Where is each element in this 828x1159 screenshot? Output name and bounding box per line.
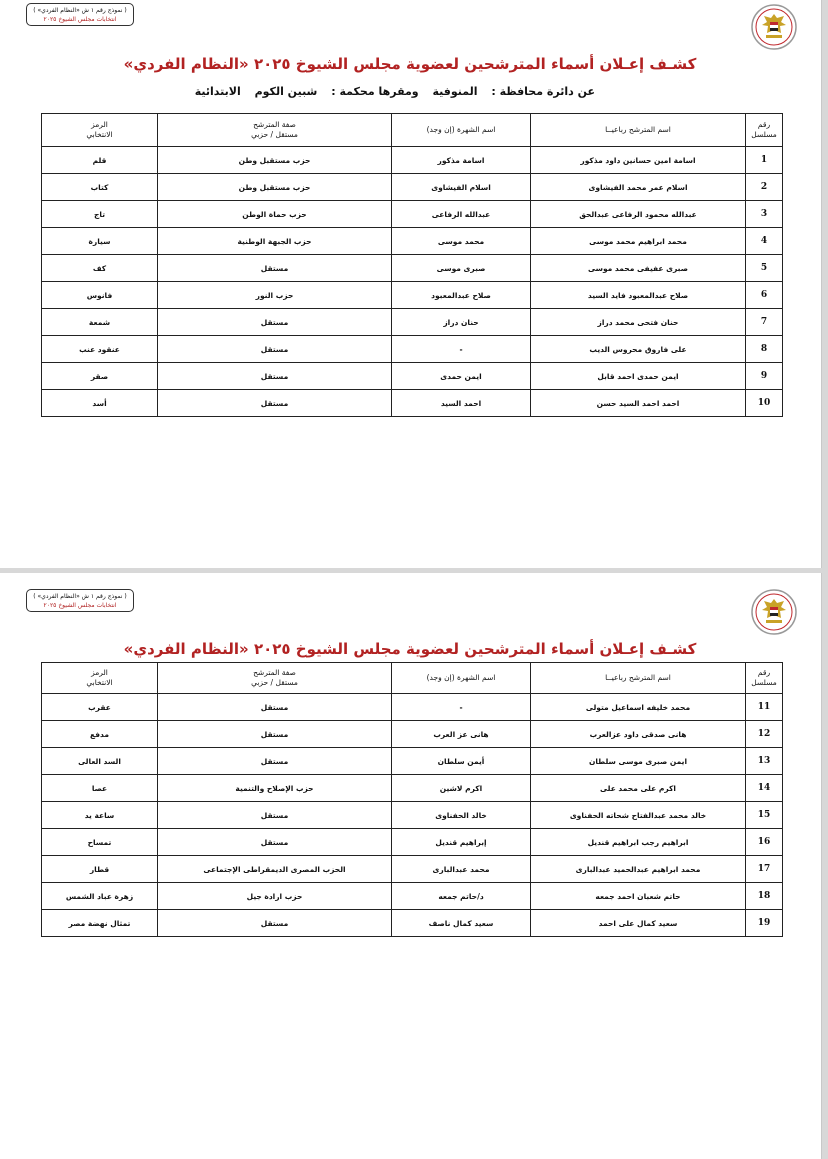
form-number-label: ( نموذج رقم ١ ش «النظام الفردي» ) [33, 593, 127, 600]
candidate-status-cell: حزب حماة الوطن [158, 201, 392, 228]
electoral-symbol-cell: كف [42, 255, 158, 282]
candidate-name-cell: اسامة امين حسانين داود مذكور [531, 147, 746, 174]
candidate-name-cell: صلاح عبدالمعبود فايد السيد [531, 282, 746, 309]
court-type: الابتدائية [194, 85, 241, 98]
electoral-symbol-cell: أسد [42, 390, 158, 417]
candidate-status-cell: مستقل [158, 829, 392, 856]
candidate-status-cell: مستقل [158, 336, 392, 363]
header-name: اسم المترشح رباعيــا [531, 663, 746, 694]
nickname-cell: صبرى موسى [392, 255, 531, 282]
candidate-name-cell: احمد احمد السيد حسن [531, 390, 746, 417]
candidate-status-cell: مستقل [158, 309, 392, 336]
electoral-symbol-cell: عصا [42, 775, 158, 802]
table-row [42, 174, 783, 201]
serial-cell: 16 [746, 829, 783, 856]
candidates-table-2 [41, 662, 783, 937]
candidate-name-cell: ابراهيم رجب ابراهيم قنديل [531, 829, 746, 856]
page-title: كشـف إعـلان أسماء المترشحين لعضوية مجلس الشيوخ ٢٠٢٥ «النظام الفردي» [123, 55, 697, 73]
egypt-eagle-emblem-icon [750, 3, 798, 51]
candidate-name-cell: خالد محمد عبدالفتاح شحاته الحفناوى [531, 802, 746, 829]
table-row [42, 721, 783, 748]
candidate-name-cell: عبدالله محمود الرفاعى عبدالحق [531, 201, 746, 228]
table-row [42, 201, 783, 228]
electoral-symbol-cell: السد العالى [42, 748, 158, 775]
candidate-name-cell: اكرم على محمد على [531, 775, 746, 802]
header-serial: رقم مسلسل [746, 114, 783, 147]
table-row [42, 255, 783, 282]
court-value: شبين الكوم [254, 85, 318, 98]
district-label: عن دائرة محافظة : [491, 85, 595, 98]
nickname-cell: - [392, 694, 531, 721]
serial-cell: 17 [746, 856, 783, 883]
header-serial: رقم مسلسل [746, 663, 783, 694]
serial-cell: 13 [746, 748, 783, 775]
candidate-status-cell: مستقل [158, 363, 392, 390]
serial-cell: 11 [746, 694, 783, 721]
table-row [42, 147, 783, 174]
form-number-box [26, 589, 134, 612]
candidate-name-cell: سعيد كمال على احمد [531, 910, 746, 937]
candidate-status-cell: حزب ارادة جيل [158, 883, 392, 910]
candidate-status-cell: مستقل [158, 390, 392, 417]
table-row [42, 748, 783, 775]
serial-cell: 15 [746, 802, 783, 829]
nickname-cell: أيمن سلطان [392, 748, 531, 775]
table-row [42, 309, 783, 336]
serial-cell: 4 [746, 228, 783, 255]
table-row [42, 910, 783, 937]
election-label: انتخابات مجلس الشيوخ ٢٠٢٥ [43, 602, 117, 609]
table-row [42, 282, 783, 309]
nickname-cell: اكرم لاشين [392, 775, 531, 802]
form-number-box [26, 3, 134, 26]
nickname-cell: سعيد كمال ناصف [392, 910, 531, 937]
serial-cell: 7 [746, 309, 783, 336]
court-label: ومقرها محكمة : [331, 85, 419, 98]
table-row [42, 829, 783, 856]
table-header-row [42, 663, 783, 694]
table-row [42, 390, 783, 417]
candidate-name-cell: حاتم شعبان احمد جمعه [531, 883, 746, 910]
header-name: اسم المترشح رباعيــا [531, 114, 746, 147]
nickname-cell: صلاح عبدالمعبود [392, 282, 531, 309]
candidate-name-cell: حنان فتحى محمد دراز [531, 309, 746, 336]
electoral-symbol-cell: قلم [42, 147, 158, 174]
nickname-cell: - [392, 336, 531, 363]
table-row [42, 694, 783, 721]
candidate-status-cell: الحزب المصرى الديمقراطى الإجتماعى [158, 856, 392, 883]
nickname-cell: حنان دراز [392, 309, 531, 336]
nickname-cell: ايمن حمدى [392, 363, 531, 390]
candidate-status-cell: حزب النور [158, 282, 392, 309]
header-symbol: الرمز الانتخابي [42, 114, 158, 147]
electoral-symbol-cell: تمساح [42, 829, 158, 856]
nickname-cell: د/حاتم جمعه [392, 883, 531, 910]
table-row [42, 856, 783, 883]
nickname-cell: اسلام الفيشاوى [392, 174, 531, 201]
serial-cell: 10 [746, 390, 783, 417]
table-body-2 [42, 694, 783, 937]
serial-cell: 12 [746, 721, 783, 748]
nickname-cell: عبدالله الرفاعى [392, 201, 531, 228]
election-label: انتخابات مجلس الشيوخ ٢٠٢٥ [43, 16, 117, 23]
table-row [42, 883, 783, 910]
candidate-status-cell: مستقل [158, 802, 392, 829]
table-row [42, 775, 783, 802]
serial-cell: 5 [746, 255, 783, 282]
candidate-status-cell: حزب مستقبل وطن [158, 147, 392, 174]
electoral-symbol-cell: صقر [42, 363, 158, 390]
electoral-symbol-cell: فانوس [42, 282, 158, 309]
serial-cell: 1 [746, 147, 783, 174]
document-page-2 [0, 573, 822, 1159]
candidate-name-cell: على فاروق محروس الديب [531, 336, 746, 363]
candidate-status-cell: مستقل [158, 910, 392, 937]
electoral-symbol-cell: سيارة [42, 228, 158, 255]
page-title: كشـف إعـلان أسماء المترشحين لعضوية مجلس الشيوخ ٢٠٢٥ «النظام الفردي» [123, 640, 697, 658]
table-row [42, 802, 783, 829]
serial-cell: 9 [746, 363, 783, 390]
nickname-cell: محمد عبدالبارى [392, 856, 531, 883]
nickname-cell: خالد الحفناوى [392, 802, 531, 829]
electoral-symbol-cell: كتاب [42, 174, 158, 201]
serial-cell: 8 [746, 336, 783, 363]
serial-cell: 18 [746, 883, 783, 910]
candidate-name-cell: هانى صدقى داود عزالعرب [531, 721, 746, 748]
document-page-1 [0, 0, 822, 568]
candidate-status-cell: مستقل [158, 694, 392, 721]
serial-cell: 19 [746, 910, 783, 937]
form-number-label: ( نموذج رقم ١ ش «النظام الفردي» ) [33, 7, 127, 14]
candidate-name-cell: محمد خليفه اسماعيل متولى [531, 694, 746, 721]
electoral-symbol-cell: مدفع [42, 721, 158, 748]
electoral-symbol-cell: ساعة يد [42, 802, 158, 829]
electoral-symbol-cell: عقرب [42, 694, 158, 721]
table-row [42, 228, 783, 255]
candidate-status-cell: مستقل [158, 748, 392, 775]
candidates-table-1 [41, 113, 783, 417]
candidate-status-cell: حزب الإصلاح والتنمية [158, 775, 392, 802]
header-nickname: اسم الشهرة (إن وجد) [392, 663, 531, 694]
candidate-name-cell: ايمن حمدى احمد قابل [531, 363, 746, 390]
header-symbol: الرمز الانتخابي [42, 663, 158, 694]
district-value: المنوفية [432, 85, 478, 98]
electoral-symbol-cell: قطار [42, 856, 158, 883]
serial-cell: 14 [746, 775, 783, 802]
candidate-status-cell: مستقل [158, 721, 392, 748]
table-body-1 [42, 147, 783, 417]
header-status: صفة المترشح مستقل / حزبي [158, 114, 392, 147]
candidate-name-cell: محمد ابراهيم محمد موسى [531, 228, 746, 255]
candidate-status-cell: حزب الجبهة الوطنية [158, 228, 392, 255]
candidate-name-cell: ايمن صبرى موسى سلطان [531, 748, 746, 775]
nickname-cell: محمد موسى [392, 228, 531, 255]
electoral-symbol-cell: عنقود عنب [42, 336, 158, 363]
serial-cell: 6 [746, 282, 783, 309]
nickname-cell: هانى عز العرب [392, 721, 531, 748]
table-header-row [42, 114, 783, 147]
electoral-symbol-cell: تمثال نهضة مصر [42, 910, 158, 937]
candidate-name-cell: اسلام عمر محمد الفيشاوى [531, 174, 746, 201]
electoral-symbol-cell: زهرة عباد الشمس [42, 883, 158, 910]
candidate-name-cell: محمد ابراهيم عبدالحميد عبدالبارى [531, 856, 746, 883]
serial-cell: 3 [746, 201, 783, 228]
candidate-name-cell: صبرى عفيفى محمد موسى [531, 255, 746, 282]
egypt-eagle-emblem-icon [750, 588, 798, 636]
serial-cell: 2 [746, 174, 783, 201]
district-subtitle [194, 85, 600, 98]
electoral-symbol-cell: شمعة [42, 309, 158, 336]
nickname-cell: احمد السيد [392, 390, 531, 417]
candidate-status-cell: مستقل [158, 255, 392, 282]
electoral-symbol-cell: تاج [42, 201, 158, 228]
candidate-status-cell: حزب مستقبل وطن [158, 174, 392, 201]
nickname-cell: إبراهيم قنديل [392, 829, 531, 856]
table-row [42, 363, 783, 390]
header-nickname: اسم الشهرة (إن وجد) [392, 114, 531, 147]
table-row [42, 336, 783, 363]
nickname-cell: اسامة مذكور [392, 147, 531, 174]
header-status: صفة المترشح مستقل / حزبي [158, 663, 392, 694]
